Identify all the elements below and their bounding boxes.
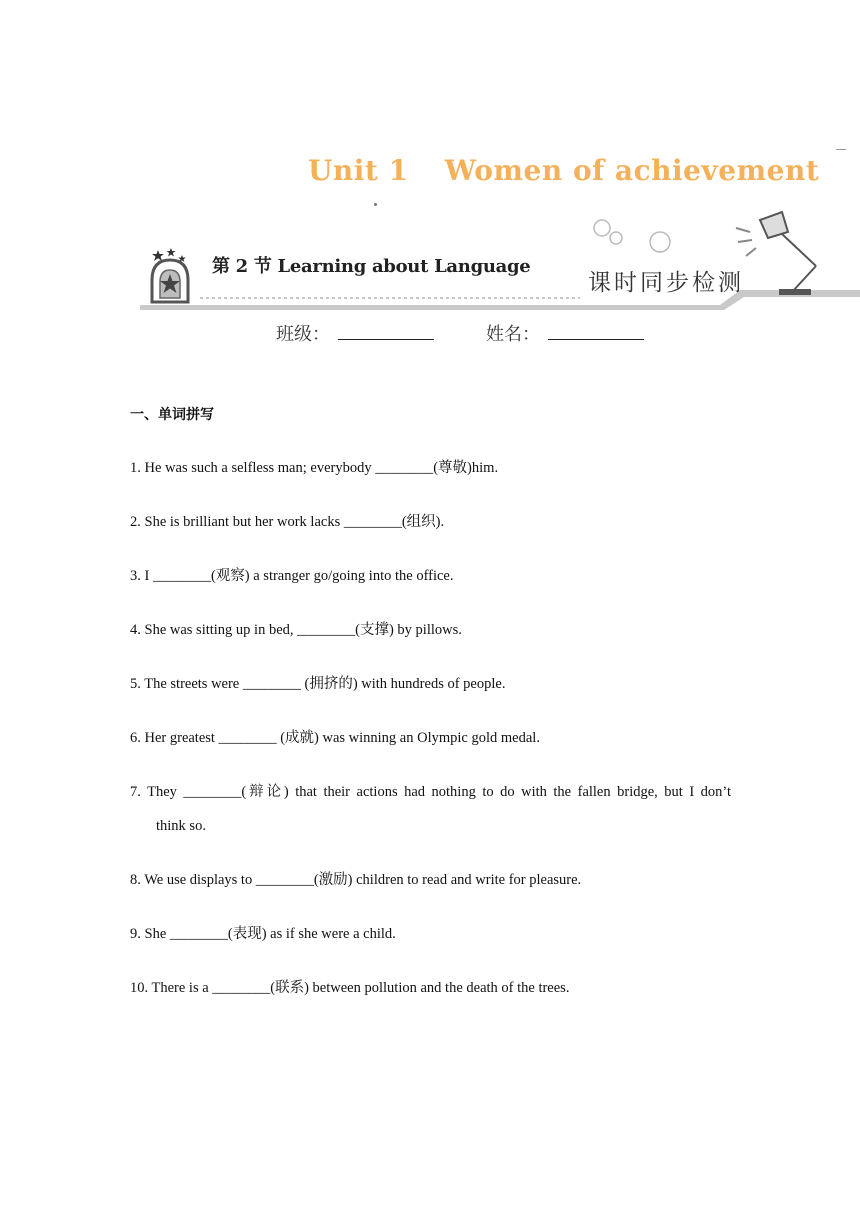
question-6: 6. Her greatest ________ (成就) was winning an Olympic gold medal. [130,730,540,746]
question-7-continued: think so. [156,818,206,834]
question-1: 1. He was such a selfless man; everybody ________(尊敬)him. [130,460,499,476]
class-label: 班级： [276,324,330,345]
question-9: 9. She ________(表现) as if she were a child. [130,926,396,942]
unit-title [308,154,819,187]
name-blank[interactable] [548,321,644,340]
question-10: 10. There is a ________(联系) between pollution and the death of the trees. [130,980,570,996]
name-field [486,320,644,346]
section-title: 一、单词拼写 [130,407,214,423]
section-heading: 第 2 节 Learning about Language [212,256,531,277]
question-7: 7. They ________(辩论) that their actions had nothing to do with the fallen bridge, but I don’t [130,784,731,800]
class-field [276,320,434,346]
question-3: 3. I ________(观察) a stranger go/going into the office. [130,568,454,584]
bubble-decoration [594,220,670,252]
question-5: 5. The streets were ________ (拥挤的) with hundreds of people. [130,676,506,692]
unit-label: Unit 1 [308,154,409,187]
question-8: 8. We use displays to ________(激励) children to read and write for pleasure. [130,872,582,888]
star-badge-icon [152,248,188,302]
question-2: 2. She is brilliant but her work lacks ________(组织). [130,514,445,530]
corner-mark [836,149,846,150]
desk-lamp-icon [736,212,816,294]
banner-band [140,290,860,310]
class-blank[interactable] [338,321,434,340]
name-label: 姓名： [486,324,540,345]
unit-name: Women of achievement [444,154,820,187]
section-banner [140,210,860,310]
decorative-dot [374,203,377,206]
sync-check-label: 课时同步检测 [588,270,744,296]
question-4: 4. She was sitting up in bed, ________(支撑) by pillows. [130,622,462,638]
